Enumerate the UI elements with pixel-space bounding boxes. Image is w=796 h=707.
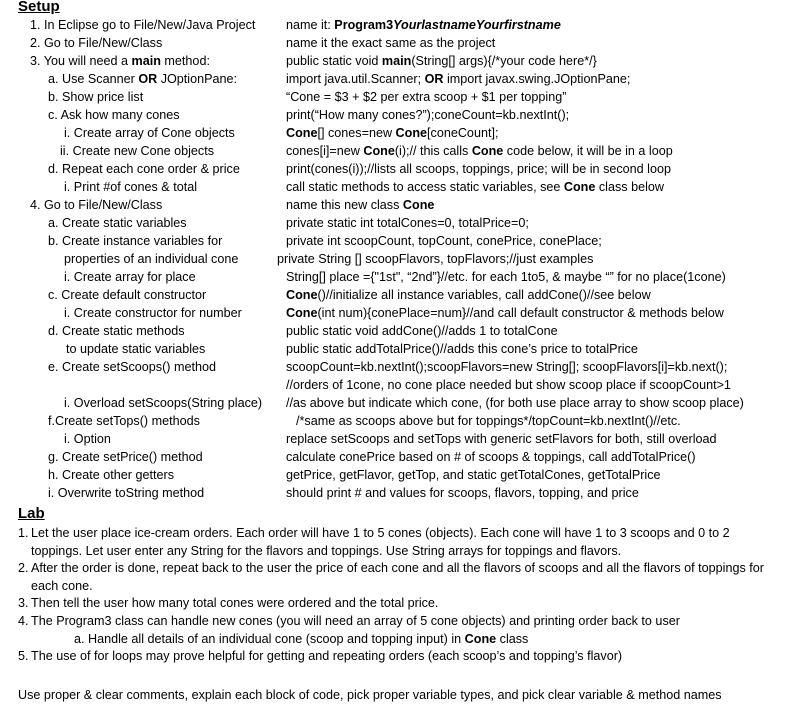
setup-code: public static void main(String[] args){/*your code here*/}	[286, 54, 597, 68]
setup-step: g. Create setPrice() method	[48, 450, 203, 464]
list-item-text: The Program3 class can handle new cones (you will need an array of 5 cone objects) and printing order back to user	[31, 613, 680, 628]
setup-step: ii. Create new Cone objects	[60, 144, 215, 158]
setup-step: i. Create array of Cone objects	[64, 126, 235, 140]
setup-heading: Setup	[18, 0, 60, 15]
setup-step: e. Create setScoops() method	[48, 360, 216, 374]
list-item	[18, 560, 778, 595]
setup-code: Cone[] cones=new Cone[coneCount];	[286, 126, 499, 140]
setup-code: /*same as scoops above but for toppings*/topCount=kb.nextInt()//etc.	[296, 414, 681, 428]
setup-step: c. Ask how many cones	[48, 108, 180, 122]
list-item-text: Let the user place ice-cream orders. Each order will have 1 to 5 cones (objects). Each cone will have 1 to 3 scoops and 0 to 2 toppings. Let user enter any String for the flavors and toppings. Use String arrays for toppings and flavors.	[31, 526, 730, 558]
setup-step: 4. Go to File/New/Class	[30, 198, 163, 212]
setup-code: //orders of 1cone, no cone place needed but show scoop place if scoopCount>1	[286, 378, 731, 392]
list-item-text: After the order is done, repeat back to the user the price of each cone and all the flavors of scoops and all the flavors of toppings for each cone.	[31, 561, 764, 593]
setup-code: call static methods to access static variables, see Cone class below	[286, 180, 664, 194]
lab-heading: Lab	[18, 505, 45, 522]
setup-code: name it: Program3YourlastnameYourfirstname	[286, 18, 561, 32]
setup-step: h. Create other getters	[48, 468, 175, 482]
setup-step: 1. In Eclipse go to File/New/Java Project	[30, 18, 256, 32]
setup-step: to update static variables	[66, 342, 206, 356]
setup-step: b. Show price list	[48, 90, 144, 104]
setup-step: i. Overload setScoops(String place)	[64, 396, 263, 410]
setup-code: print(“How many cones?”);coneCount=kb.nextInt();	[286, 108, 570, 122]
list-item-text: The use of for loops may prove helpful for getting and repeating orders (each scoop’s and topping’s flavor)	[31, 649, 623, 664]
setup-code: Cone()//initialize all instance variables, call addCone()//see below	[286, 288, 651, 302]
setup-code: calculate conePrice based on # of scoops & toppings, call addTotalPrice()	[286, 450, 696, 464]
setup-code: scoopCount=kb.nextInt();scoopFlavors=new String[]; scoopFlavors[i]=kb.next();	[286, 360, 728, 374]
setup-step: i. Create constructor for number	[64, 306, 242, 320]
setup-code: getPrice, getFlavor, getTop, and static getTotalCones, getTotalPrice	[286, 468, 661, 482]
setup-code: //as above but indicate which cone, (for both use place array to show scoop place)	[286, 396, 744, 410]
lab-list	[18, 525, 778, 666]
setup-code: cones[i]=new Cone(i);// this calls Cone code below, it will be in a loop	[286, 144, 673, 158]
setup-code: public static addTotalPrice()//adds this cone’s price to totalPrice	[286, 342, 638, 356]
setup-code: name this new class Cone	[286, 198, 435, 212]
setup-step: b. Create instance variables for	[48, 234, 223, 248]
setup-code: should print # and values for scoops, flavors, topping, and price	[286, 486, 639, 500]
list-item	[18, 648, 778, 666]
setup-code: import java.util.Scanner; OR import javax.swing.JOptionPane;	[286, 72, 631, 86]
setup-step: 3. You will need a main method:	[30, 54, 210, 68]
list-item-number: 1.	[18, 526, 29, 540]
setup-code: private int scoopCount, topCount, conePrice, conePlace;	[286, 234, 602, 248]
setup-code: String[] place ={"1st", “2nd”}//etc. for each 1to5, & maybe “” for no place(1cone)	[286, 270, 726, 284]
setup-step: a. Use Scanner OR JOptionPane:	[48, 72, 238, 86]
setup-code: private String [] scoopFlavors, topFlavors;//just examples	[277, 252, 594, 266]
list-item-number: 4.	[18, 613, 29, 628]
setup-step: 2. Go to File/New/Class	[30, 36, 163, 50]
setup-code: “Cone = $3 + $2 per extra scoop + $1 per topping”	[286, 90, 567, 104]
setup-code: name it the exact same as the project	[286, 36, 496, 50]
setup-step: f.Create setTops() methods	[48, 414, 200, 428]
setup-code: replace setScoops and setTops with generic setFlavors for both, still overload	[286, 432, 717, 446]
list-item	[18, 525, 778, 560]
setup-step: i. Overwrite toString method	[48, 486, 205, 500]
setup-step: properties of an individual cone	[64, 252, 239, 266]
setup-code: public static void addCone()//adds 1 to totalCone	[286, 324, 558, 338]
setup-code: Cone(int num){conePlace=num}//and call default constructor & methods below	[286, 306, 724, 320]
setup-step: i. Print #of cones & total	[64, 180, 198, 194]
list-item-text: Then tell the user how many total cones were ordered and the total price.	[31, 596, 439, 611]
setup-step: d. Repeat each cone order & price	[48, 162, 240, 176]
list-item	[18, 595, 778, 613]
setup-step: i. Option	[64, 432, 111, 446]
setup-step: a. Create static variables	[48, 216, 187, 230]
list-item	[18, 613, 778, 631]
list-item-number: 5.	[18, 649, 29, 664]
setup-step: d. Create static methods	[48, 324, 185, 338]
setup-code: print(cones(i));//lists all scoops, toppings, price; will be in second loop	[286, 162, 671, 176]
setup-step: i. Create array for place	[64, 270, 196, 284]
footer-note: Use proper & clear comments, explain each block of code, pick proper variable types, and pick clear variable & method names	[18, 688, 722, 702]
setup-step: c. Create default constructor	[48, 288, 207, 302]
setup-code: private static int totalCones=0, totalPrice=0;	[286, 216, 529, 230]
list-sub-item: a. Handle all details of an individual cone (scoop and topping input) in Cone class	[74, 631, 529, 646]
list-item-number: 3.	[18, 596, 29, 611]
list-item-number: 2.	[18, 561, 29, 576]
